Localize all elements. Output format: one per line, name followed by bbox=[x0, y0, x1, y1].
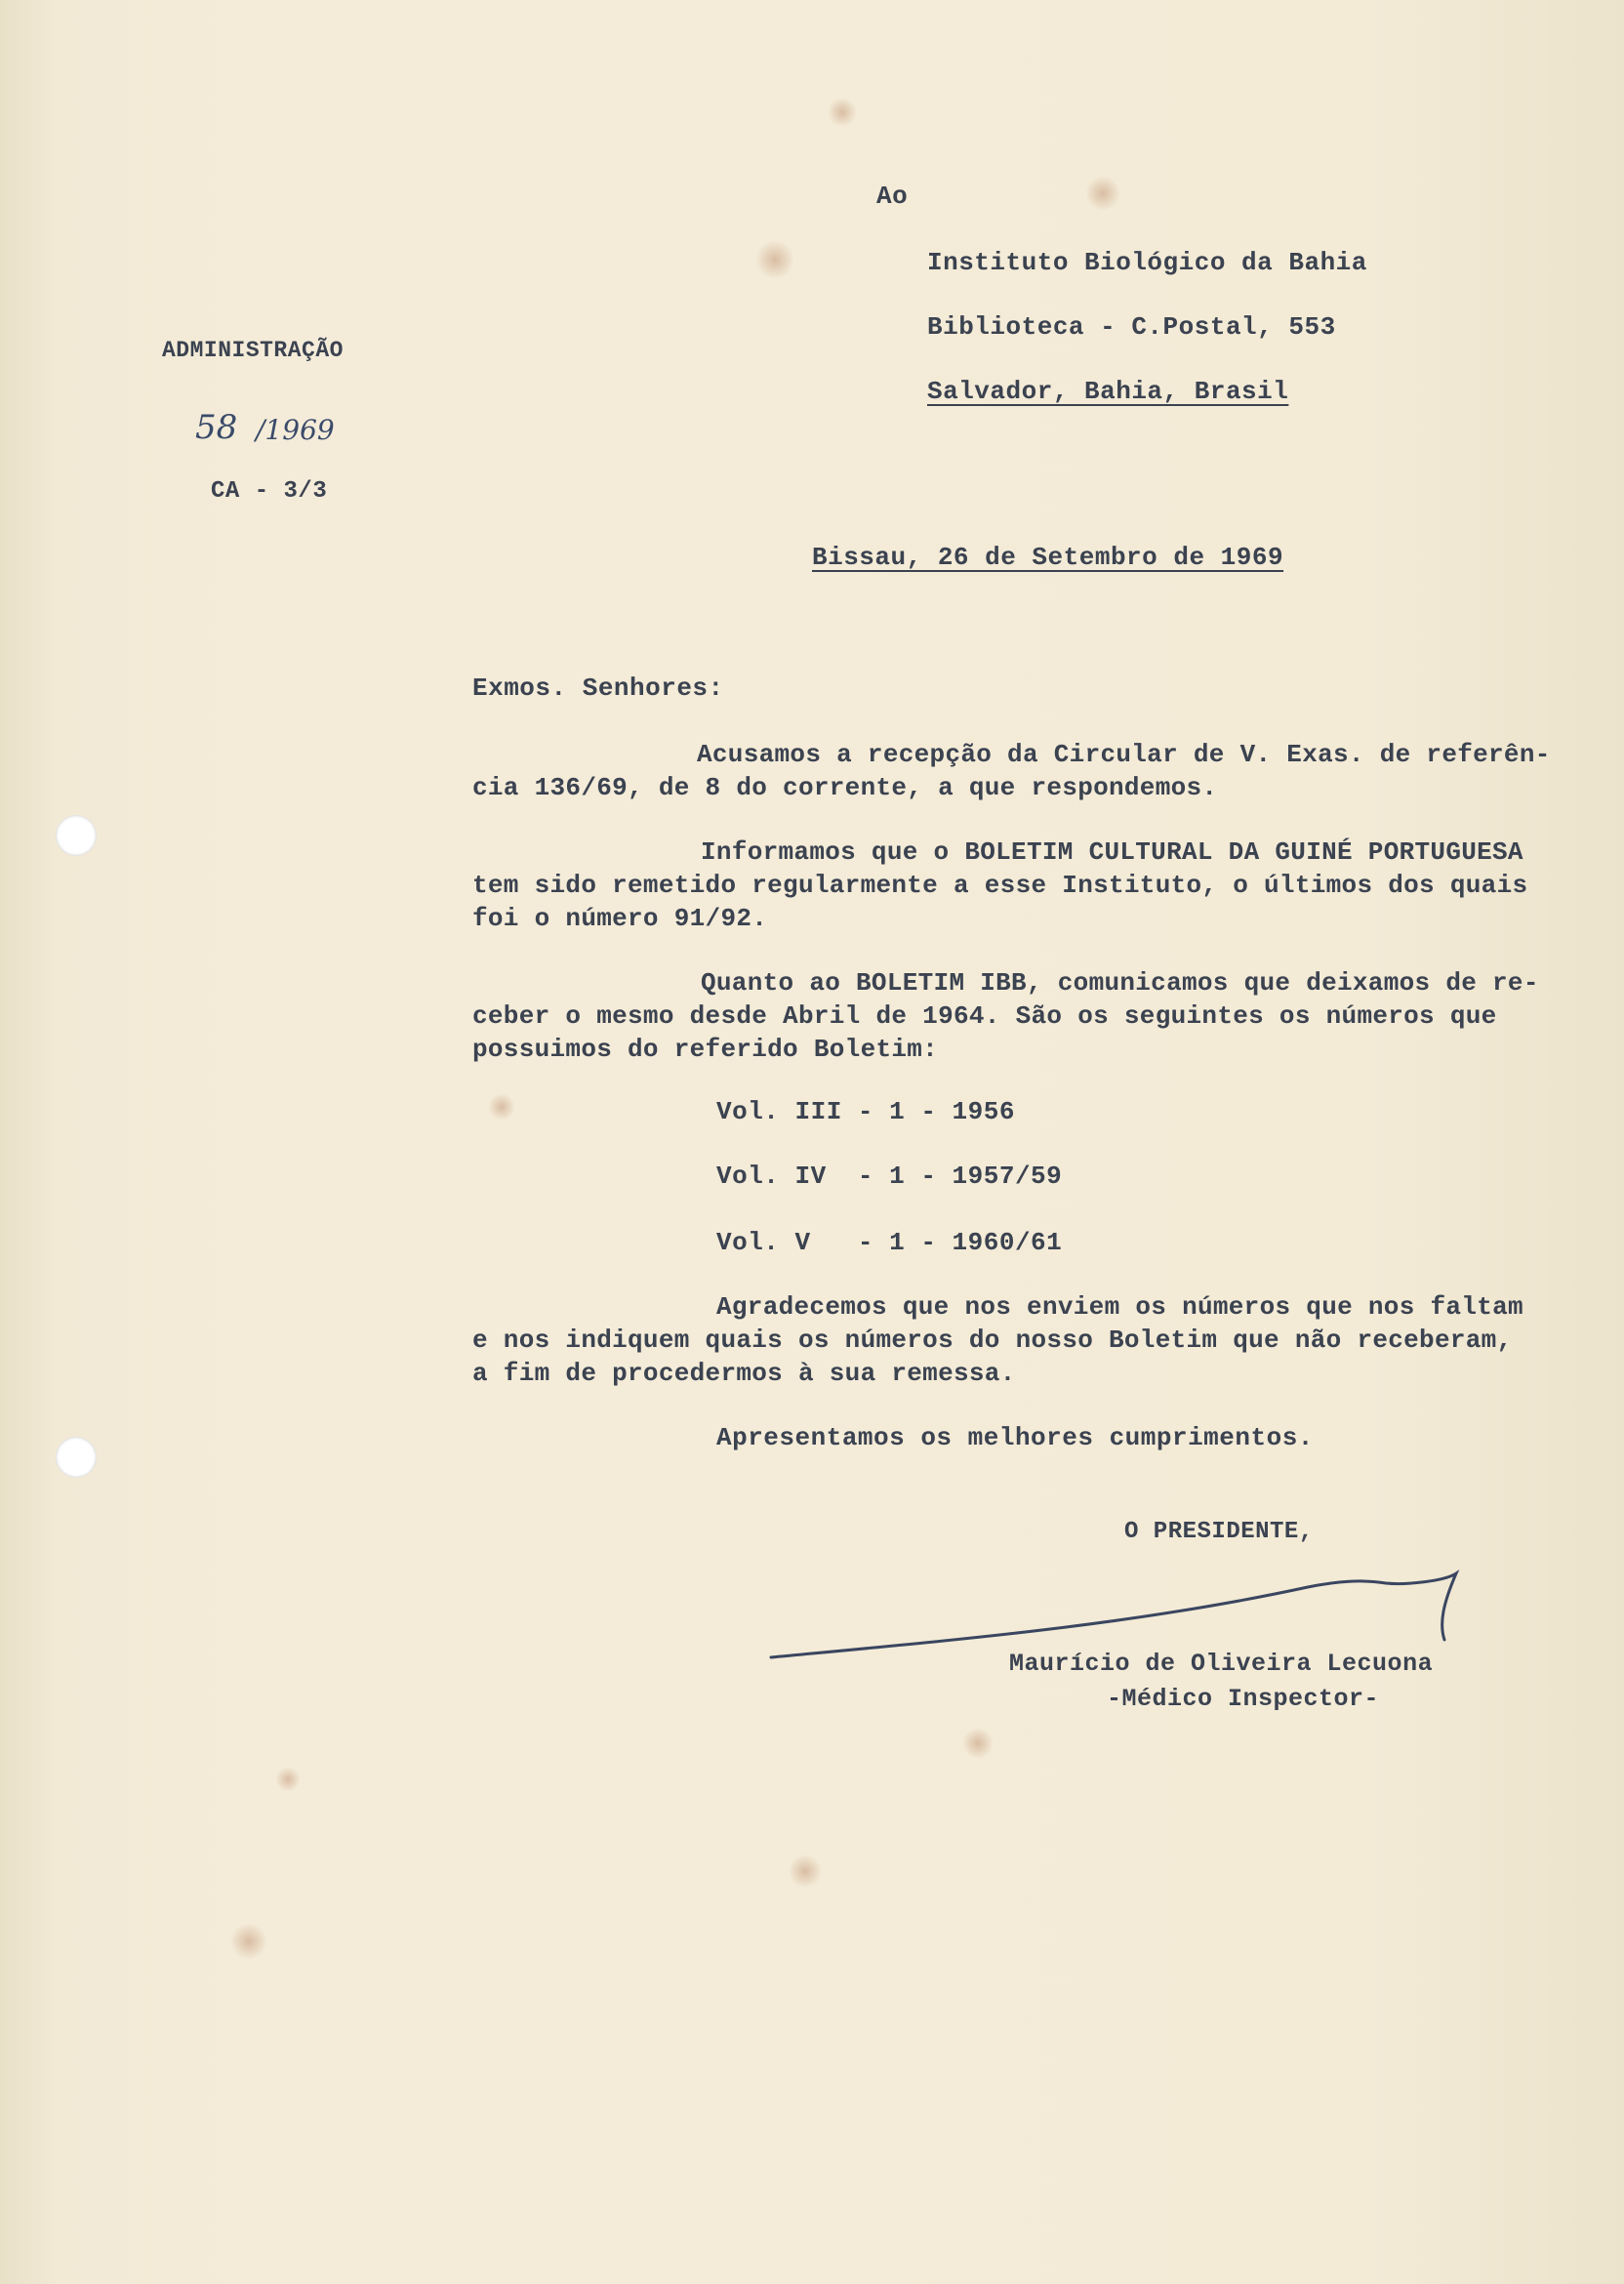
paragraph-request bbox=[472, 1290, 1523, 1390]
paragraph-line: possuimos do referido Boletim: bbox=[472, 1035, 939, 1064]
closing-line: Apresentamos os melhores cumprimentos. bbox=[716, 1423, 1314, 1452]
paragraph-line: Quanto ao BOLETIM IBB, comunicamos que deixamos de re- bbox=[701, 968, 1539, 998]
recipient-institution: Instituto Biológico da Bahia bbox=[927, 248, 1367, 277]
paragraph-line: Acusamos a recepção da Circular de V. Exas. de referên- bbox=[697, 740, 1551, 769]
signatory-name: Maurício de Oliveira Lecuona bbox=[1009, 1650, 1434, 1678]
paragraph-boletim-cultural bbox=[472, 836, 1527, 935]
recipient-department: Biblioteca - C.Postal, 553 bbox=[927, 312, 1336, 342]
paper-stain bbox=[755, 240, 794, 279]
paragraph-line: ceber o mesmo desde Abril de 1964. São os seguintes os números que bbox=[472, 1001, 1497, 1031]
signatory-title: O PRESIDENTE, bbox=[1124, 1519, 1314, 1545]
volume-item: Vol. IV - 1 - 1957/59 bbox=[716, 1162, 1063, 1191]
salutation-to: Ao bbox=[876, 182, 909, 211]
volume-item: Vol. III - 1 - 1956 bbox=[716, 1097, 1015, 1126]
paragraph-line: a fim de procedermos à sua remessa. bbox=[472, 1359, 1016, 1388]
punch-hole-bottom bbox=[56, 1437, 97, 1478]
paper-stain bbox=[962, 1728, 994, 1759]
date-line: Bissau, 26 de Setembro de 1969 bbox=[812, 543, 1284, 572]
paragraph-line: Agradecemos que nos enviem os números que nos faltam bbox=[716, 1292, 1523, 1322]
signatory-role: -Médico Inspector- bbox=[1107, 1685, 1380, 1713]
paper-stain bbox=[488, 1093, 515, 1121]
paragraph-line: cia 136/69, de 8 do corrente, a que respondemos. bbox=[472, 773, 1218, 802]
paper-stain bbox=[230, 1923, 267, 1960]
paragraph-line: e nos indiquem quais os números do nosso Boletim que não receberam, bbox=[472, 1326, 1513, 1355]
punch-hole-top bbox=[56, 815, 97, 856]
recipient-city: Salvador, Bahia, Brasil bbox=[927, 377, 1289, 406]
paper-stain bbox=[275, 1767, 301, 1792]
handwritten-ref-year: /1969 bbox=[256, 414, 335, 446]
greeting: Exmos. Senhores: bbox=[472, 673, 724, 703]
volume-item: Vol. V - 1 - 1960/61 bbox=[716, 1228, 1063, 1257]
paper-stain bbox=[828, 98, 857, 127]
office-label: ADMINISTRAÇÃO bbox=[162, 338, 344, 363]
paper-stain bbox=[789, 1855, 822, 1888]
paragraph-line: Informamos que o BOLETIM CULTURAL DA GUINÉ PORTUGUESA bbox=[701, 837, 1523, 867]
file-code: CA - 3/3 bbox=[211, 478, 328, 505]
paragraph-acknowledgement bbox=[472, 738, 1551, 804]
paragraph-boletim-ibb bbox=[472, 966, 1539, 1066]
paper-stain bbox=[1085, 176, 1120, 211]
paragraph-line: foi o número 91/92. bbox=[472, 904, 768, 933]
handwritten-ref-number: 58 bbox=[195, 408, 238, 447]
paragraph-line: tem sido remetido regularmente a esse Instituto, o últimos dos quais bbox=[472, 871, 1528, 900]
